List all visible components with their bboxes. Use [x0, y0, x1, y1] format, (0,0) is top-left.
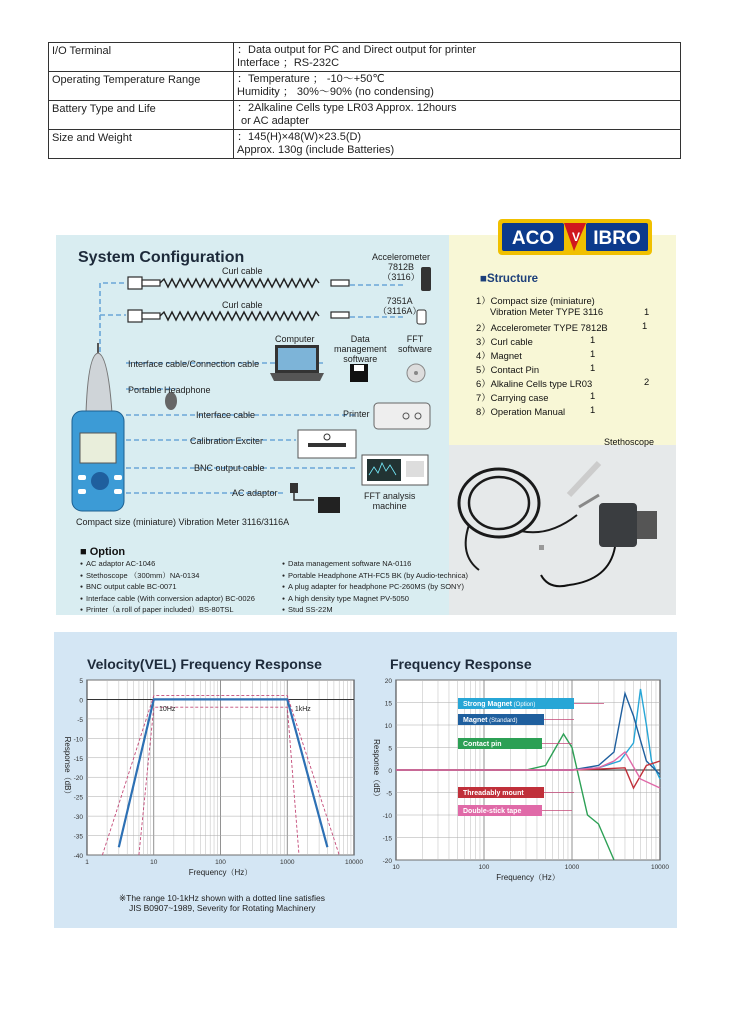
table-row: [49, 72, 681, 101]
spec-value: ：145(H)×48(W)×23.5(D): [237, 131, 362, 143]
accelerometer-label: Accelerometer: [372, 252, 431, 262]
legend-label: Double-stick tape: [463, 808, 522, 815]
legend-label: Strong Magnet (Option): [463, 701, 536, 708]
y-tick-label: -35: [73, 833, 83, 841]
list-item: Vibration Meter TYPE 3116 1: [490, 306, 650, 317]
frequency-response-chart: [362, 676, 677, 896]
list-item: ● A high density type Magnet PV-5050: [282, 594, 468, 606]
calibration-exciter-label: Calibration Exciter: [190, 436, 264, 446]
structure-title: ■Structure: [480, 273, 539, 285]
y-tick-label: 15: [384, 700, 392, 708]
y-tick-label: -5: [77, 716, 83, 724]
spec-label: Battery Type and Life: [49, 101, 234, 130]
interface-cable-label: Interface cable: [196, 410, 256, 420]
legend-label: Contact pin: [463, 741, 502, 748]
velocity-chart-title: Velocity(VEL) Frequency Response: [87, 656, 322, 672]
spec-table: [48, 42, 681, 159]
list-item: ● Stud SS-22M: [282, 605, 468, 617]
option-title: ■ Option: [80, 546, 126, 558]
list-item: ● Interface cable (With conversion adaptor) BC-0026: [80, 594, 255, 606]
y-axis-label: Response（dB）: [372, 739, 381, 801]
list-item: ● A plug adapter for headphone PC-260MS (by SONY): [282, 582, 468, 594]
curl-cable-label: Curl cable: [222, 266, 263, 276]
software-label: software: [398, 344, 433, 354]
jis-note: JIS B0907~1989, Severity for Rotating Machinery: [129, 903, 316, 913]
ac-adaptor-label: AC adaptor: [232, 488, 278, 498]
computer-label: Computer: [275, 334, 315, 344]
spec-label: Size and Weight: [49, 130, 234, 159]
list-item: ● Data management software NA-0116: [282, 559, 468, 571]
list-item: 3）Curl cable 1: [476, 334, 596, 347]
table-row: [49, 130, 681, 159]
section-title: System Configuration: [78, 249, 245, 266]
x-tick-label: 100: [478, 864, 490, 871]
x-tick-label: 1: [85, 859, 89, 866]
list-item: ● Stethoscope （300mm）NA-0134: [80, 571, 255, 583]
jis-note: ※The range 10-1kHz shown with a dotted line satisfies: [119, 893, 326, 903]
list-item: ● AC adaptor AC-1046: [80, 559, 255, 571]
y-tick-label: 0: [388, 768, 392, 775]
spec-value: ：Data output for PC and Direct output for printer: [237, 44, 477, 56]
bnc-cable-label: BNC output cable: [194, 463, 265, 473]
table-row: [49, 101, 681, 130]
table-row: [49, 43, 681, 72]
option-list-left: [80, 559, 255, 617]
acovibro-logo: [498, 219, 652, 255]
software-label: Data: [350, 334, 370, 344]
software-label: FFT: [406, 334, 424, 344]
spec-value: ：Temperature ； -10～+50℃: [237, 73, 385, 85]
stethoscope-label: Stethoscope: [604, 437, 655, 447]
accelerometer-model: 7812B: [388, 262, 415, 272]
spec-value: Approx. 130g (include Batteries): [237, 144, 395, 156]
logo-mark: V: [571, 230, 581, 244]
y-tick-label: 5: [79, 678, 83, 685]
system-diagram: [56, 235, 449, 615]
spec-value: Humidity ； 30%～90% (no condensing): [237, 86, 434, 98]
y-tick-label: -15: [73, 755, 83, 763]
curl-cable-label: Curl cable: [222, 300, 263, 310]
fft-machine-label: machine: [372, 501, 407, 511]
y-tick-label: 5: [388, 745, 392, 753]
y-tick-label: -10: [382, 813, 392, 820]
list-item: 2）Accelerometer TYPE 7812B 1: [476, 320, 648, 333]
spec-value: or AC adapter: [241, 115, 309, 127]
spec-label: Operating Temperature Range: [49, 72, 234, 101]
headphone-label: Portable Headphone: [128, 385, 211, 395]
x-tick-label: 10000: [344, 859, 364, 866]
spec-value: Interface ；RS-232C: [237, 57, 340, 69]
list-item: 7）Carrying case 1: [476, 390, 596, 403]
stethoscope-photo-illustration: [449, 445, 676, 615]
x-tick-label: 10: [392, 864, 400, 871]
x-tick-label: 1000: [280, 859, 295, 866]
software-label: management: [334, 344, 387, 354]
list-item: 4）Magnet 1: [476, 348, 596, 361]
software-label: software: [343, 354, 378, 364]
product-photo: [449, 445, 676, 615]
spec-value: ：2Alkaline Cells type LR03 Approx. 12hours: [237, 102, 457, 114]
x-tick-label: 10: [150, 859, 158, 866]
y-tick-label: 10: [384, 723, 392, 730]
frequency-response-panel: [54, 632, 677, 928]
accelerometer-model: （3116A）: [378, 306, 422, 316]
accelerometer-model: （3116）: [382, 272, 420, 282]
list-item: ● Portable Headphone ATH-FC5 BK (by Audio-technica): [282, 571, 468, 583]
x-axis-label: Frequency（Hz）: [188, 868, 253, 877]
y-tick-label: -20: [382, 858, 392, 865]
option-list-right: [282, 559, 468, 617]
y-tick-label: -5: [386, 790, 392, 798]
x-tick-label: 100: [215, 859, 226, 866]
y-tick-label: -20: [73, 775, 83, 783]
y-tick-label: 20: [384, 678, 392, 685]
system-configuration-panel: [56, 228, 676, 615]
y-tick-label: -15: [382, 835, 392, 843]
velocity-response-chart: [54, 676, 364, 896]
frequency-chart-title: Frequency Response: [390, 656, 532, 672]
annotation-10hz: 10Hz: [159, 706, 176, 714]
x-axis-label: Frequency（Hz）: [496, 873, 560, 882]
legend-label: Magnet (Standard): [463, 717, 518, 724]
y-tick-label: -30: [73, 814, 83, 822]
logo-left-text: ACO: [511, 228, 555, 249]
printer-label: Printer: [343, 409, 370, 419]
meter-caption: Compact size (miniature) Vibration Meter 3116/3116A: [76, 517, 290, 527]
spec-label: I/O Terminal: [49, 43, 234, 72]
accelerometer-model: 7351A: [386, 296, 413, 306]
interface-connection-cable-label: Interface cable/Connection cable: [128, 359, 260, 369]
logo-right-text: IBRO: [593, 228, 641, 249]
y-tick-label: -10: [73, 736, 83, 744]
y-tick-label: -25: [73, 794, 83, 802]
y-tick-label: 0: [79, 697, 83, 705]
y-tick-label: -40: [73, 853, 83, 860]
list-item: ● Printer（a roll of paper included）BS-80TSL: [80, 605, 255, 617]
annotation-1khz: 1kHz: [294, 706, 311, 714]
legend-label: Threadably mount: [463, 790, 524, 797]
fft-machine-label: FFT analysis: [364, 491, 416, 501]
y-axis-label: Response（dB）: [63, 736, 72, 799]
x-tick-label: 1000: [564, 864, 580, 871]
list-item: 1）Compact size (miniature): [476, 295, 595, 306]
list-item: 5）Contact Pin 1: [476, 362, 596, 375]
x-tick-label: 10000: [650, 864, 670, 871]
list-item: 8）Operation Manual 1: [476, 404, 596, 417]
list-item: ● BNC output cable BC-0071: [80, 582, 255, 594]
list-item: 6）Alkaline Cells type LR03 2: [476, 376, 650, 389]
